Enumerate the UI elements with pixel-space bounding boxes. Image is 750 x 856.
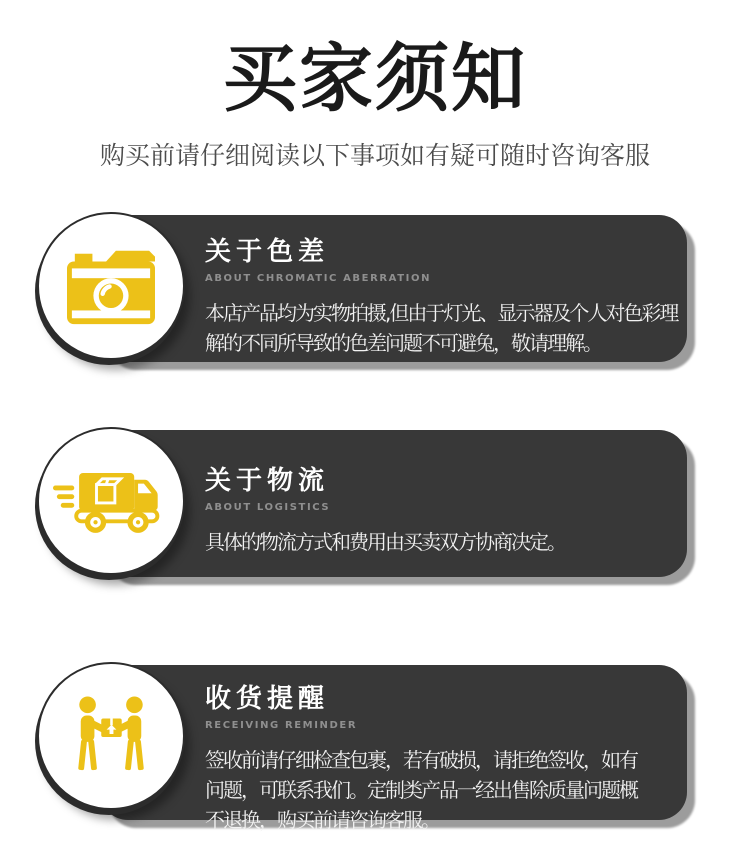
notice-card-color-difference — [100, 215, 687, 362]
body-line: 解的不同所导致的色差问题不可避兔，敬请理解。 — [205, 331, 601, 355]
body-line: 签收前请仔细检查包裹，若有破损，请拒绝签收，如有 — [205, 748, 637, 772]
camera-icon — [67, 247, 155, 325]
body-line: 问题，可联系我们。定制类产品一经出售除质量问题概 — [205, 778, 637, 802]
delivery-truck-icon — [53, 466, 169, 536]
card-body — [205, 527, 669, 557]
people-parcel-icon — [71, 696, 151, 776]
page-subtitle: 购买前请仔细阅读以下事项如有疑可随时咨询客服 — [99, 141, 650, 170]
icon-badge — [37, 212, 185, 360]
card-text — [205, 684, 669, 835]
page-title: 买家须知 — [223, 36, 527, 122]
card-title: 关于色差 — [205, 237, 330, 267]
notice-card-logistics — [100, 430, 687, 577]
card-body — [205, 745, 669, 835]
body-line: 不退换，购买前请咨询客服。 — [205, 808, 439, 832]
body-line: 具体的物流方式和费用由买卖双方协商决定。 — [205, 530, 565, 554]
body-line: 本店产品均为实物拍摄,但由于灯光、显示器及个人对色彩理 — [205, 301, 678, 325]
card-subtitle: RECEIVING REMINDER — [205, 720, 358, 731]
notice-card-receiving — [100, 665, 687, 832]
icon-badge — [37, 662, 185, 810]
card-text — [205, 237, 678, 358]
card-title: 关于物流 — [205, 466, 330, 496]
icon-badge — [37, 427, 185, 575]
card-subtitle: ABOUT LOGISTICS — [205, 502, 331, 513]
card-subtitle: ABOUT CHROMATIC ABERRATION — [205, 273, 432, 284]
card-text — [205, 466, 669, 557]
card-body — [205, 298, 678, 358]
card-title: 收货提醒 — [205, 684, 330, 714]
